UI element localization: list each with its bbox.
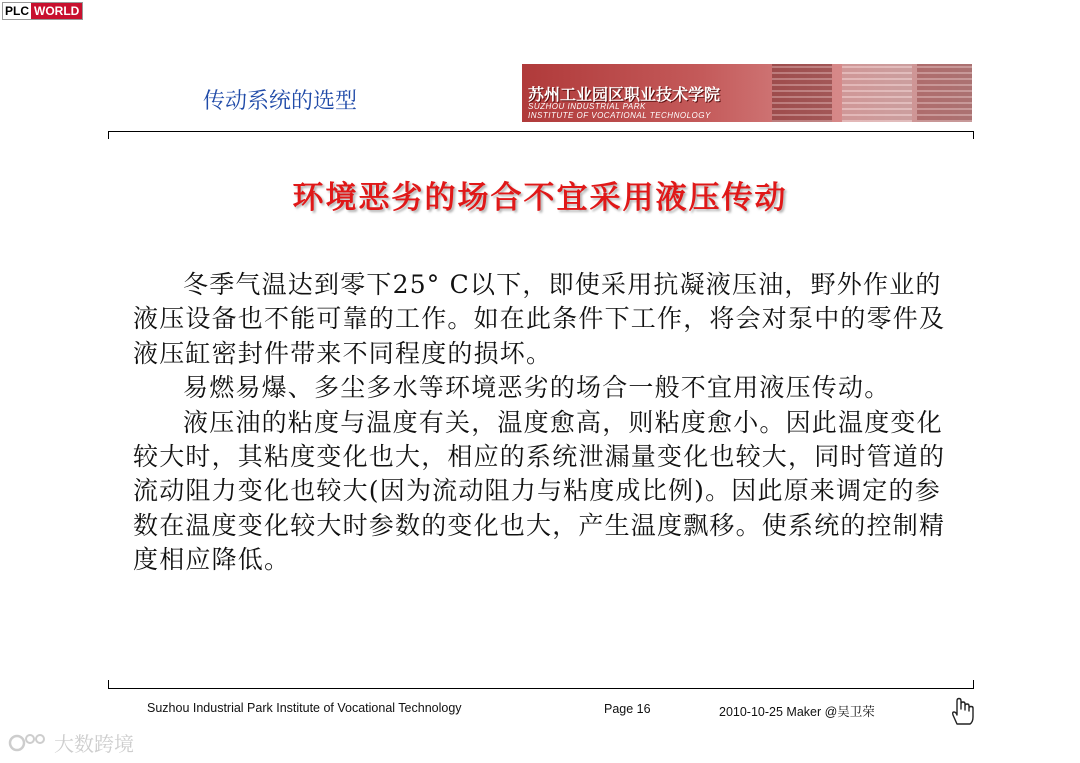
body-paragraph: 冬季气温达到零下25° C以下，即使采用抗凝液压油，野外作业的液压设备也不能可靠的工作。如在此条件下工作，将会对泵中的零件及液压缸密封件带来不同程度的损坏。 <box>133 270 946 368</box>
plc-world-logo <box>2 2 83 20</box>
banner-building-image <box>842 64 912 122</box>
frame-bottom-line <box>108 688 974 689</box>
slide-body <box>133 268 953 578</box>
school-name-en-line1: SUZHOU INDUSTRIAL PARK <box>528 102 646 111</box>
banner-building-image <box>772 64 832 122</box>
frame-corner <box>108 131 109 139</box>
section-title: 传动系统的选型 <box>203 89 358 114</box>
hand-pointer-icon[interactable] <box>946 695 976 727</box>
watermark-text: 大数跨境 <box>54 732 134 756</box>
school-banner <box>522 64 972 122</box>
school-name-en-line2: INSTITUTE OF VOCATIONAL TECHNOLOGY <box>528 111 711 120</box>
slide-title: 环境恶劣的场合不宜采用液压传动 <box>292 180 788 216</box>
footer-institution: Suzhou Industrial Park Institute of Vocational Technology <box>147 701 462 715</box>
body-paragraph: 易燃易爆、多尘多水等环境恶劣的场合一般不宜用液压传动。 <box>183 373 891 403</box>
frame-top-line <box>108 131 974 132</box>
watermark-logo-icon <box>8 730 48 756</box>
school-name-cn: 苏州工业园区职业技术学院 <box>528 85 721 104</box>
frame-corner <box>973 131 974 139</box>
frame-corner <box>108 680 109 689</box>
logo-part-plc: PLC <box>5 4 29 18</box>
footer-date-maker: 2010-10-25 Maker @吴卫荣 <box>719 705 875 719</box>
frame-corner <box>973 680 974 689</box>
logo-part-world: WORLD <box>31 3 82 19</box>
footer-page-number: Page 16 <box>604 702 651 716</box>
watermark <box>8 728 134 757</box>
body-paragraph: 液压油的粘度与温度有关，温度愈高，则粘度愈小。因此温度变化较大时，其粘度变化也大，相应的系统泄漏量变化也较大，同时管道的流动阻力变化也较大(因为流动阻力与粘度成比例)。因此原来调定的参数在温度变化较大时参数的变化也大，产生温度飘移。使系统的控制精度相应降低。 <box>133 407 946 575</box>
banner-building-image <box>917 64 972 122</box>
